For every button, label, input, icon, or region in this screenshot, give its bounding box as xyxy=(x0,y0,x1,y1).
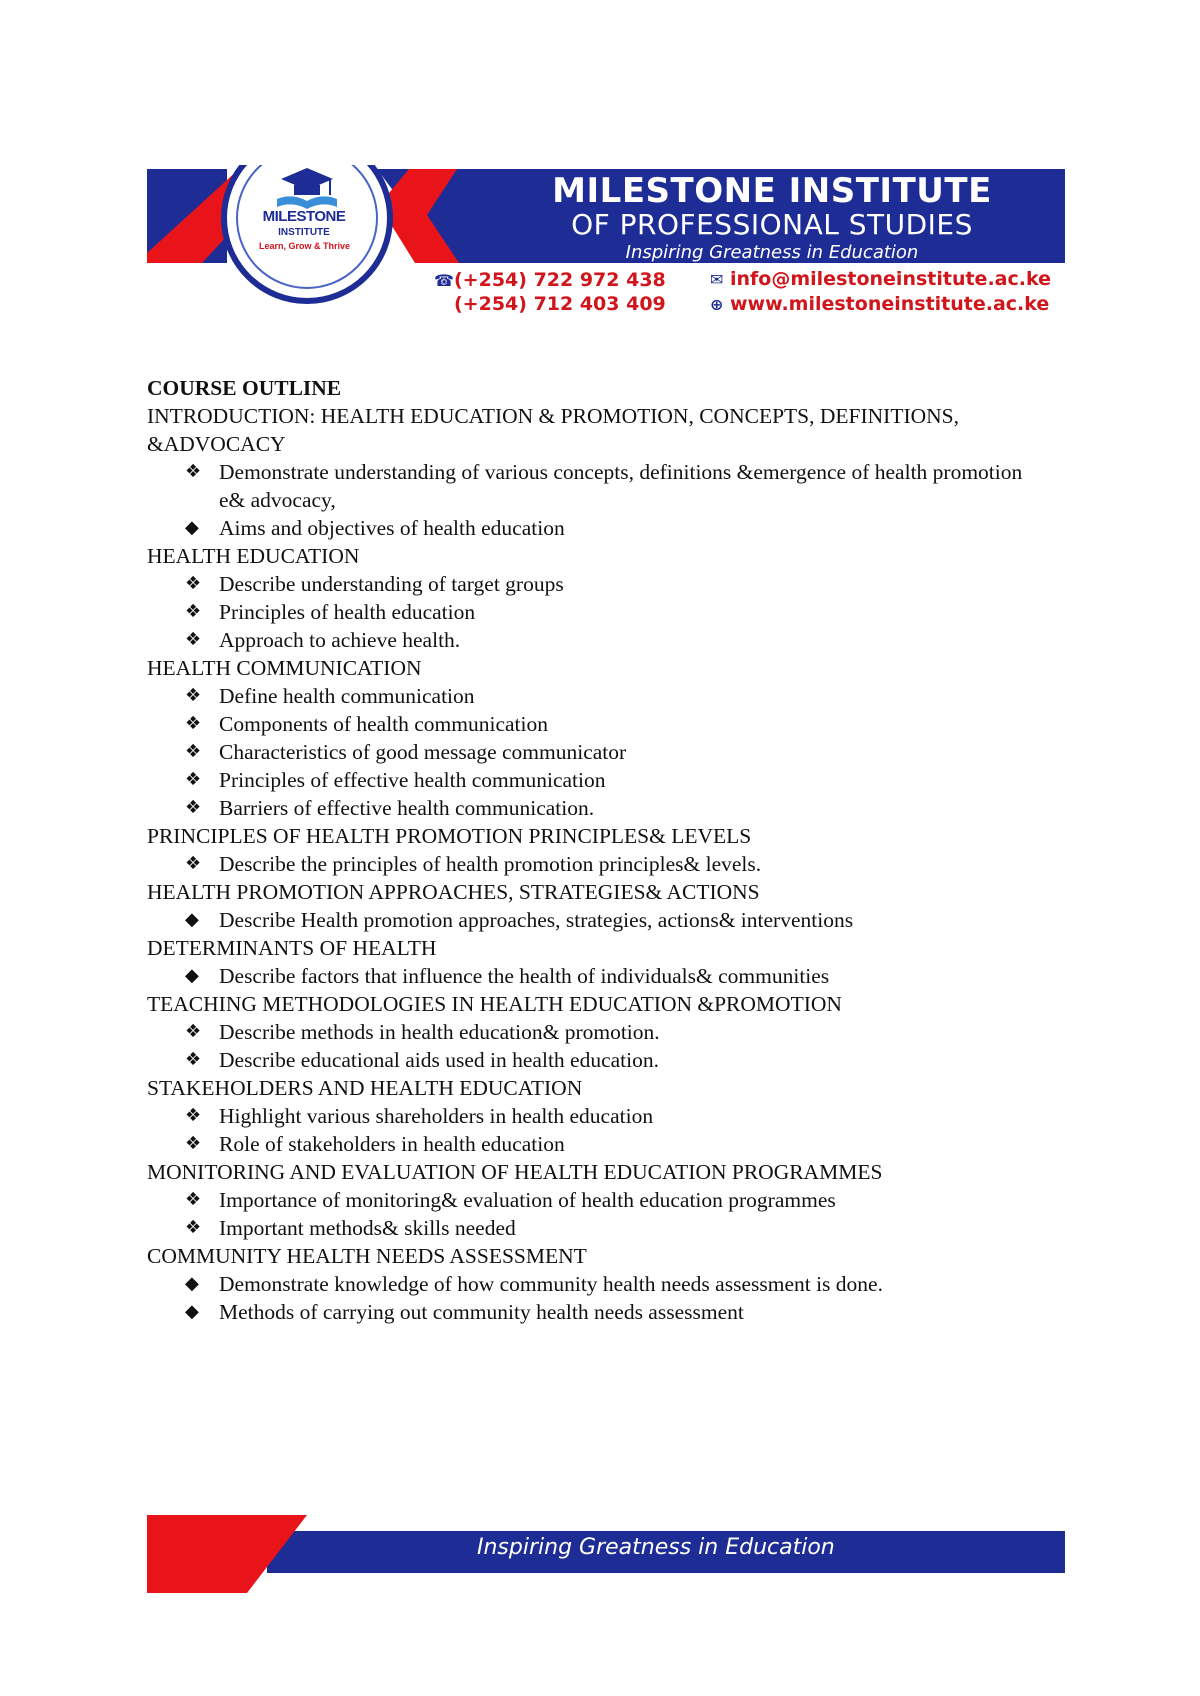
email xyxy=(710,268,1051,290)
bullet-diamond-icon: ❖ xyxy=(185,769,202,790)
list-item-text: Describe understanding of target groups xyxy=(219,572,564,596)
list-item xyxy=(147,570,1047,598)
list-item xyxy=(147,1130,1047,1158)
list-item xyxy=(147,514,1047,542)
footer-tagline: Inspiring Greatness in Education xyxy=(477,1535,835,1560)
list-item-text: Describe the principles of health promotion principles& levels. xyxy=(219,852,762,876)
bullet-diamond-icon: ◆ xyxy=(185,1301,199,1322)
list-item-text: Demonstrate understanding of various concepts, definitions &emergence of health promotion e& advocacy, xyxy=(219,460,1023,512)
list-item xyxy=(147,1102,1047,1130)
bullet-diamond-icon: ❖ xyxy=(185,741,202,762)
bullet-diamond-icon: ❖ xyxy=(185,601,202,622)
logo-name: MILESTONE xyxy=(262,208,346,225)
list-item-text: Important methods& skills needed xyxy=(219,1216,516,1240)
institute-slogan: Inspiring Greatness in Education xyxy=(625,242,919,263)
institute-subtitle: OF PROFESSIONAL STUDIES xyxy=(571,208,973,241)
list-item xyxy=(147,766,1047,794)
list-item xyxy=(147,626,1047,654)
list-item xyxy=(147,458,1047,514)
bullet-diamond-icon: ❖ xyxy=(185,629,202,650)
institute-name: MILESTONE INSTITUTE xyxy=(552,171,992,211)
list-item xyxy=(147,906,1047,934)
phone-1-text: (+254) 722 972 438 xyxy=(454,269,666,291)
list-item xyxy=(147,1214,1047,1242)
list-item xyxy=(147,850,1047,878)
website-text: www.milestoneinstitute.ac.ke xyxy=(730,293,1050,315)
list-item-text: Describe methods in health education& promotion. xyxy=(219,1020,660,1044)
list-item xyxy=(147,1270,1047,1298)
section-heading: DETERMINANTS OF HEALTH xyxy=(147,936,437,960)
phone-2: (+254) 712 403 409 xyxy=(454,293,666,315)
list-item-text: Define health communication xyxy=(219,684,475,708)
list-item-text: Components of health communication xyxy=(219,712,549,736)
list-item-text: Highlight various shareholders in health education xyxy=(219,1104,654,1128)
list-item xyxy=(147,1018,1047,1046)
website xyxy=(710,293,1049,315)
section-heading: INTRODUCTION: HEALTH EDUCATION & PROMOTION, CONCEPTS, DEFINITIONS, &ADVOCACY xyxy=(147,404,960,456)
list-item-text: Approach to achieve health. xyxy=(219,628,461,652)
bullet-diamond-icon: ❖ xyxy=(185,1189,202,1210)
list-item-text: Barriers of effective health communication. xyxy=(219,796,595,820)
bullet-diamond-icon: ❖ xyxy=(185,1133,202,1154)
header-banner xyxy=(147,165,1065,320)
list-item-text: Describe factors that influence the health of individuals& communities xyxy=(219,964,830,988)
list-item xyxy=(147,1186,1047,1214)
list-item-text: Methods of carrying out community health needs assessment xyxy=(219,1300,744,1324)
section-heading: HEALTH COMMUNICATION xyxy=(147,656,422,680)
section-heading: COMMUNITY HEALTH NEEDS ASSESSMENT xyxy=(147,1244,587,1268)
section-heading: HEALTH PROMOTION APPROACHES, STRATEGIES& ACTIONS xyxy=(147,880,760,904)
list-item xyxy=(147,1046,1047,1074)
bullet-diamond-icon: ❖ xyxy=(185,461,202,482)
bullet-diamond-icon: ❖ xyxy=(185,1105,202,1126)
phone-icon: ☎ xyxy=(434,271,454,290)
bullet-diamond-icon: ❖ xyxy=(185,713,202,734)
logo-sub: INSTITUTE xyxy=(278,227,330,238)
bullet-diamond-icon: ◆ xyxy=(185,965,199,986)
list-item-text: Principles of health education xyxy=(219,600,476,624)
list-item xyxy=(147,682,1047,710)
bullet-diamond-icon: ◆ xyxy=(185,517,199,538)
bullet-diamond-icon: ◆ xyxy=(185,1273,199,1294)
bullet-diamond-icon: ❖ xyxy=(185,1217,202,1238)
list-item xyxy=(147,794,1047,822)
list-item-text: Demonstrate knowledge of how community health needs assessment is done. xyxy=(219,1272,883,1296)
section-heading: TEACHING METHODOLOGIES IN HEALTH EDUCATION &PROMOTION xyxy=(147,992,842,1016)
section-heading: PRINCIPLES OF HEALTH PROMOTION PRINCIPLES& LEVELS xyxy=(147,824,752,848)
phone-1 xyxy=(434,269,666,291)
outline-sections xyxy=(147,402,1047,1326)
bullet-diamond-icon: ❖ xyxy=(185,1021,202,1042)
bullet-diamond-icon: ◆ xyxy=(185,909,199,930)
section-heading: MONITORING AND EVALUATION OF HEALTH EDUCATION PROGRAMMES xyxy=(147,1160,883,1184)
list-item-text: Principles of effective health communication xyxy=(219,768,606,792)
email-text: info@milestoneinstitute.ac.ke xyxy=(730,268,1051,290)
logo-tagline: Learn, Grow & Thrive xyxy=(258,241,351,251)
list-item xyxy=(147,1298,1047,1326)
section-heading: HEALTH EDUCATION xyxy=(147,544,360,568)
list-item-text: Aims and objectives of health education xyxy=(219,516,565,540)
course-outline xyxy=(147,374,1047,1326)
list-item-text: Describe Health promotion approaches, strategies, actions& interventions xyxy=(219,908,854,932)
bullet-diamond-icon: ❖ xyxy=(185,797,202,818)
bullet-diamond-icon: ❖ xyxy=(185,685,202,706)
list-item-text: Characteristics of good message communicator xyxy=(219,740,627,764)
list-item xyxy=(147,598,1047,626)
footer-banner xyxy=(147,1515,1065,1593)
mail-icon: ✉ xyxy=(710,270,724,289)
list-item xyxy=(147,710,1047,738)
bullet-diamond-icon: ❖ xyxy=(185,573,202,594)
outline-title: COURSE OUTLINE xyxy=(147,376,342,400)
bullet-diamond-icon: ❖ xyxy=(185,1049,202,1070)
globe-icon: ⊕ xyxy=(710,295,724,314)
list-item-text: Describe educational aids used in health education. xyxy=(219,1048,659,1072)
section-heading: STAKEHOLDERS AND HEALTH EDUCATION xyxy=(147,1076,583,1100)
list-item xyxy=(147,738,1047,766)
list-item-text: Role of stakeholders in health education xyxy=(219,1132,565,1156)
list-item-text: Importance of monitoring& evaluation of health education programmes xyxy=(219,1188,836,1212)
bullet-diamond-icon: ❖ xyxy=(185,853,202,874)
list-item xyxy=(147,962,1047,990)
